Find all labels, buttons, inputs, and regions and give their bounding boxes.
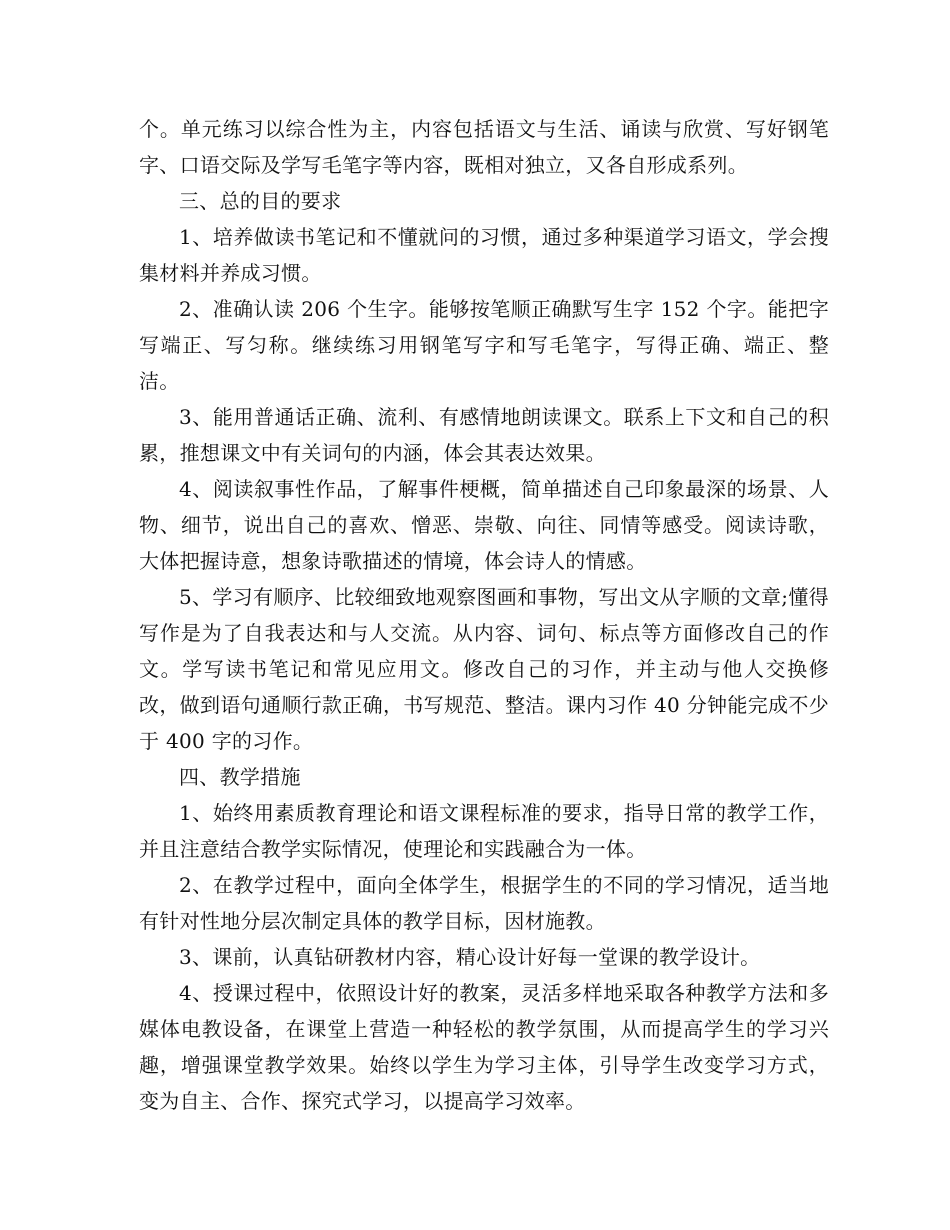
paragraph-continuation: 个。单元练习以综合性为主，内容包括语文与生活、诵读与欣赏、写好钢笔字、口语交际及学写毛笔字等内容，既相对独立，又各自形成系列。 (139, 117, 829, 177)
measure-item-4: 4、授课过程中，依照设计好的教案，灵活多样地采取各种教学方法和多媒体电教设备，在课堂上营造一种轻松的教学氛围，从而提高学生的学习兴趣，增强课堂教学效果。始终以学生为学习主体，引导学生改变学习方式，变为自主、合作、探究式学习，以提高学习效率。 (139, 981, 829, 1113)
measure-item-2: 2、在教学过程中，面向全体学生，根据学生的不同的学习情况，适当地有针对性地分层次制定具体的教学目标，因材施教。 (139, 873, 829, 933)
goal-item-4: 4、阅读叙事性作品，了解事件梗概，简单描述自己印象最深的场景、人物、细节，说出自己的喜欢、憎恶、崇敬、向往、同情等感受。阅读诗歌，大体把握诗意，想象诗歌描述的情境，体会诗人的情感。 (139, 477, 829, 573)
goal-item-2: 2、准确认读 206 个生字。能够按笔顺正确默写生字 152 个字。能把字写端正、写匀称。继续练习用钢笔写字和写毛笔字，写得正确、端正、整洁。 (139, 297, 829, 393)
goal-item-5: 5、学习有顺序、比较细致地观察图画和事物，写出文从字顺的文章;懂得写作是为了自我表达和与人交流。从内容、词句、标点等方面修改自己的作文。学写读书笔记和常见应用文。修改自己的习作，并主动与他人交换修改，做到语句通顺行款正确，书写规范、整洁。课内习作 40 分钟能完成不少于 400 字的习作。 (139, 585, 829, 753)
measure-item-3: 3、课前，认真钻研教材内容，精心设计好每一堂课的教学设计。 (179, 945, 761, 969)
measure-item-1: 1、始终用素质教育理论和语文课程标准的要求，指导日常的教学工作，并且注意结合教学实际情况，使理论和实践融合为一体。 (139, 801, 829, 861)
goal-item-3: 3、能用普通话正确、流利、有感情地朗读课文。联系上下文和自己的积累，推想课文中有关词句的内涵，体会其表达效果。 (139, 405, 829, 465)
goal-item-1: 1、培养做读书笔记和不懂就问的习惯，通过多种渠道学习语文，学会搜集材料并养成习惯。 (139, 225, 829, 285)
document-body (139, 111, 829, 1119)
section-heading-measures: 四、教学措施 (179, 765, 301, 789)
section-heading-goals: 三、总的目的要求 (179, 189, 342, 213)
